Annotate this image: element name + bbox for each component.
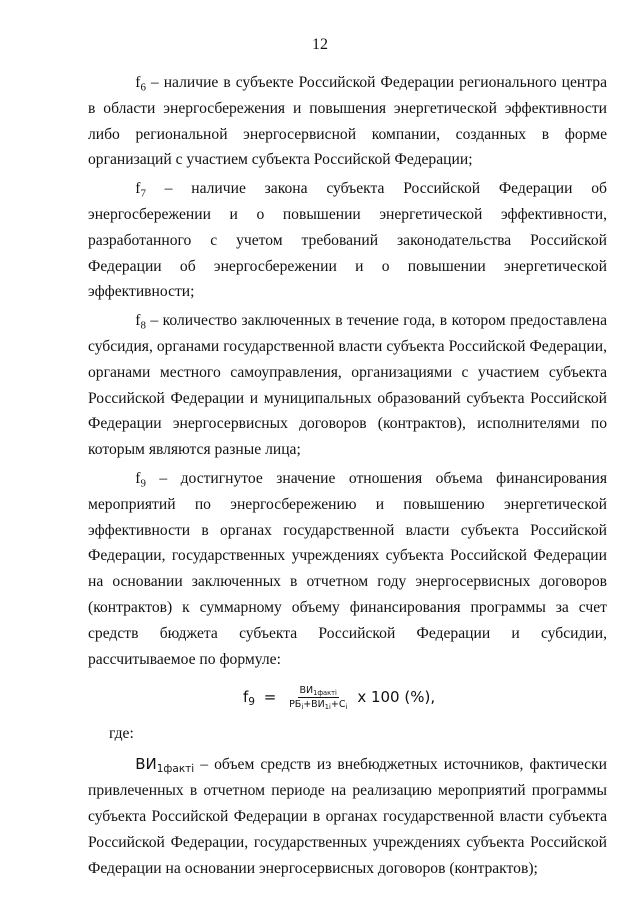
paragraph-text: – наличие закона субъекта Российской Федерации об энергосбережении и о повышении энергетической эффективности, разработанного с учетом требований законодательства Российской Федерации об энергосбережении и о повышении энергетической эффективности; xyxy=(88,180,607,301)
var-f7 xyxy=(135,180,146,200)
numerator-symbol: ВИ xyxy=(299,684,314,696)
var-symbol: f xyxy=(135,312,141,330)
term-subscript: 1факті xyxy=(156,763,195,776)
var-f9 xyxy=(135,469,146,490)
paragraph-f8 xyxy=(88,308,607,463)
term-symbol: ВИ xyxy=(135,755,157,774)
denominator-term3-subscript: i xyxy=(345,702,348,711)
formula-denominator xyxy=(287,698,349,710)
denominator-term2-subscript: 1i xyxy=(324,702,331,711)
var-symbol: f xyxy=(135,180,141,198)
formula xyxy=(88,675,607,719)
formula-equals: = xyxy=(258,688,282,707)
document-body xyxy=(88,70,607,884)
formula-multiplier: x 100 (%), xyxy=(357,688,436,707)
formula-fraction xyxy=(287,685,349,710)
definition-term xyxy=(135,755,195,776)
formula-lhs-subscript: 9 xyxy=(248,696,255,709)
denominator-term1: РБ xyxy=(289,698,302,710)
denominator-term3: +C xyxy=(330,698,346,710)
denominator-term2: +ВИ xyxy=(303,698,325,710)
formula-numerator xyxy=(298,685,339,698)
definition-vi xyxy=(88,752,607,881)
formula-lhs xyxy=(243,688,255,709)
var-subscript: 6 xyxy=(140,81,146,94)
where-label: где: xyxy=(109,725,134,743)
formula-lhs-symbol: f xyxy=(243,688,249,707)
denominator-term1-subscript: i xyxy=(301,702,304,711)
var-symbol: f xyxy=(135,74,141,91)
paragraph-text: – наличие в субъекте Российской Федерации регионального центра в области энергосбережения и повышения энергетической эффективности либо региональной энергосервисной компании, созданных в форме организаций с участием субъекта Российской Федерации; xyxy=(88,74,607,169)
paragraph-f7 xyxy=(88,176,607,305)
definition-text: – объем средств из внебюджетных источников, фактически привлеченных в отчетном периоде на реализацию мероприятий программы субъекта Российской Федерации в органах государственной власти субъекта Российской Федерации, государственных учреждениях субъекта Российской Федерации на основании энергосервисных договоров (контрактов); xyxy=(88,756,607,877)
var-subscript: 8 xyxy=(140,319,146,332)
var-f6 xyxy=(135,74,146,94)
var-subscript: 9 xyxy=(140,477,146,490)
var-subscript: 7 xyxy=(140,187,146,200)
var-f8 xyxy=(135,312,146,332)
paragraph-text: – количество заключенных в течение года, в котором предоставлена субсидия, органами государственной власти субъекта Российской Федерации, органами местного самоуправления, организациями с участием субъекта Российской Федерации и муниципальных образований субъекта Российской Федерации энергосервисных договоров (контрактов), исполнителями по которым являются разные лица; xyxy=(88,312,607,459)
page-number: 12 xyxy=(312,36,328,53)
var-symbol: f xyxy=(135,469,141,487)
paragraph-f6 xyxy=(88,70,607,173)
numerator-subscript: 1факті xyxy=(313,688,337,697)
paragraph-f9 xyxy=(88,466,607,672)
paragraph-text: – достигнутое значение отношения объема финансирования мероприятий по энергосбережению и повышению энергетической эффективности в органах государственной власти субъекта Российской Федерации, государственных учреждениях субъекта Российской Федерации на основании заключенных в отчетном году энергосервисных договоров (контрактов) к суммарному объему финансирования программы за счет средств бюджета субъекта Российской Федерации и субсидии, рассчитываемое по формуле: xyxy=(88,469,607,668)
